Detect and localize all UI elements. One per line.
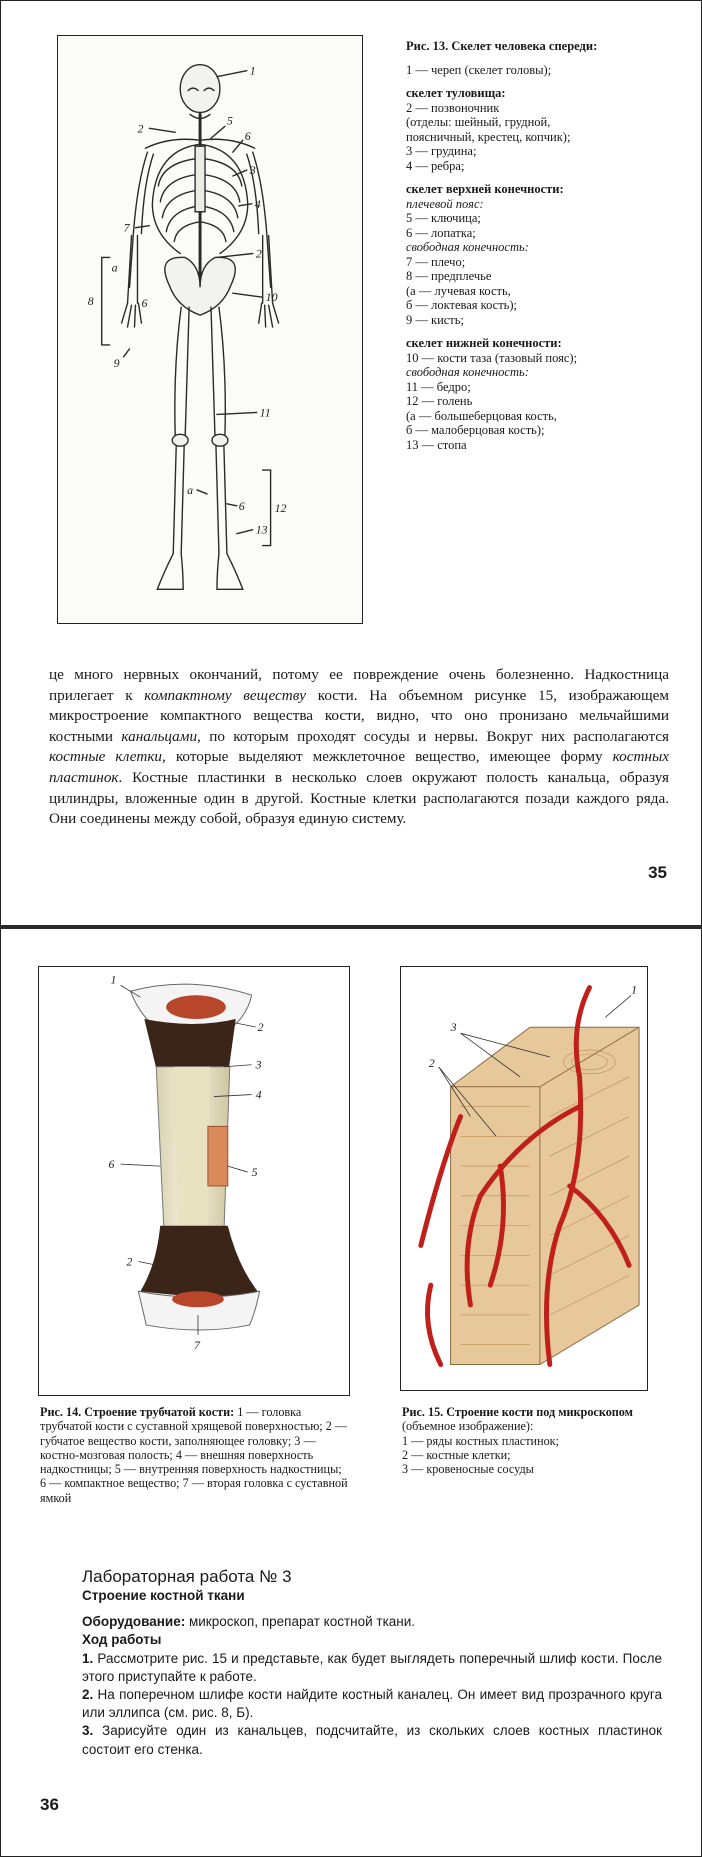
- figure-14-text: 1 — головка трубчатой кости с суставной хрящевой поверхностью; 2 — губчатое вещество кости, заполняющее головку; 3 — костно-мозговая полость; 4 — внешняя поверхность надкостницы; 5 — внутренняя поверхность надкостницы; 6 — компактное вещество; 7 — вторая головка с суставной ямкой: [40, 1405, 348, 1505]
- bone-label-7: 7: [194, 1337, 200, 1352]
- lab-step-number: 1.: [82, 1650, 94, 1666]
- figure-13-legend-line: б — локтевая кость);: [406, 298, 518, 312]
- figure-13-legend-line: плечевой пояс:: [406, 196, 484, 211]
- label-11: 11: [259, 405, 271, 420]
- emphasized-term: костные клетки: [49, 748, 163, 766]
- bone-label-4: 4: [255, 1087, 262, 1102]
- label-5: 5: [226, 113, 233, 128]
- figure-13-legend-line: (отделы: шейный, грудной,: [406, 115, 551, 129]
- tubular-bone-illustration: [39, 967, 349, 1395]
- lab-subtitle: Строение костной ткани: [82, 1588, 245, 1603]
- label-4: 4: [254, 196, 261, 211]
- figure-13-legend-line: 10 — кости таза (тазовый пояс);: [406, 350, 578, 365]
- bone-microscope-figure: [400, 966, 648, 1391]
- figure-13-title: Рис. 13. Скелет человека спереди:: [406, 39, 598, 53]
- label-9: 9: [113, 355, 120, 370]
- figure-13-legend-line: (а — лучевая кость,: [406, 283, 511, 298]
- figure-13-legend-line: 3 — грудина;: [406, 144, 477, 158]
- lab-step-text: Рассмотрите рис. 15 и представьте, как будет выглядеть поперечный шлиф кости. После этого приступайте к работе.: [82, 1650, 662, 1684]
- figure-13-legend-line: (а — большеберцовая кость,: [406, 408, 557, 423]
- bone-microstructure-illustration: [401, 967, 647, 1390]
- figure-15-line: 2 — костные клетки;: [402, 1447, 511, 1462]
- lab-equipment: [82, 1613, 662, 1631]
- micro-label-1: 1: [631, 982, 638, 997]
- figure-13-legend-line: 12 — голень: [406, 394, 473, 408]
- figure-13-legend-line: 5 — ключица;: [406, 211, 481, 225]
- figure-13-legend-line: 6 — лопатка;: [406, 225, 476, 240]
- figure-15-line: 3 — кровеносные сосуды: [402, 1462, 534, 1477]
- figure-13-legend-line: 8 — предплечье: [406, 269, 492, 283]
- lab-step-text: На поперечном шлифе кости найдите костный каналец. Он имеет вид прозрачного круга или эллипса (см. рис. 8, Б).: [82, 1687, 662, 1721]
- bone-label-2b: 2: [126, 1254, 133, 1269]
- label-3: 3: [249, 163, 256, 178]
- lab-step-number: 2.: [82, 1687, 94, 1703]
- lab-step-text: Зарисуйте один из канальцев, подсчитайте, из скольких слоев костных пластинок состоит его стенка.: [82, 1723, 662, 1757]
- lab-step-number: 3.: [82, 1723, 94, 1739]
- tubular-bone-figure: [38, 966, 350, 1396]
- label-6: 6: [244, 129, 251, 144]
- micro-label-3: 3: [450, 1020, 457, 1035]
- figure-13-legend-line: скелет туловища:: [406, 86, 506, 100]
- body-text-run: кости. На объемном рисунке 15, изображающем микростроение компактного вещества кости, видно, что оно пронизано мельчайшими костными: [49, 686, 669, 745]
- figure-13-legend-line: скелет нижней конечности:: [406, 336, 562, 350]
- figure-13-legend-line: 4 — ребра;: [406, 158, 465, 173]
- figure-13-legend-line: б — малоберцовая кость);: [406, 423, 545, 437]
- page-number-36: 36: [40, 1795, 59, 1814]
- figure-13-legend-line: свободная конечность:: [406, 240, 529, 254]
- figure-13-legend-line: поясничный, крестец, копчик);: [406, 129, 571, 144]
- bone-label-1: 1: [110, 972, 117, 987]
- label-2b: 2: [255, 246, 262, 261]
- figure-13-legend-line: 2 — позвоночник: [406, 100, 500, 115]
- label-10: 10: [265, 290, 278, 305]
- page-35: [0, 0, 702, 925]
- skeleton-figure: [57, 35, 363, 624]
- lab-equipment-label: Оборудование:: [82, 1614, 186, 1630]
- figure-13-legend-line: 11 — бедро;: [406, 379, 471, 394]
- emphasized-term: канальцами: [121, 727, 198, 745]
- body-paragraph: [49, 665, 669, 830]
- label-7: 7: [123, 220, 130, 235]
- figure-13-legend: [406, 63, 686, 453]
- body-text-run: , по которым проходят сосуды и нервы. Вокруг них располагаются: [197, 727, 670, 745]
- figure-15-line: 1 — ряды костных пластинок;: [402, 1433, 559, 1448]
- label-8a: a: [111, 260, 118, 275]
- body-text-run: . Костные пластинки в несколько слоев окружают полость канальца, образуя цилиндры, вложенные один в другой. Костные клетки располагаются позади каждого ряда. Они соединены между собой, образуя единую систему.: [49, 768, 669, 828]
- micro-label-2: 2: [428, 1055, 435, 1070]
- figure-15-title: Рис. 15. Строение кости под микроскопом: [402, 1405, 633, 1419]
- label-2: 2: [137, 121, 144, 136]
- lab-step: [82, 1686, 662, 1722]
- label-13: 13: [255, 522, 268, 537]
- label-8: 8: [87, 294, 94, 309]
- figure-14-caption: [40, 1405, 350, 1505]
- figure-13-caption: [406, 39, 686, 452]
- figure-13-legend-line: 1 — череп (скелет головы);: [406, 62, 552, 77]
- figure-15-caption: [402, 1405, 664, 1476]
- figure-13-legend-line: скелет верхней конечности:: [406, 182, 564, 196]
- lab-step: [82, 1650, 662, 1686]
- figure-14-title: Рис. 14. Строение трубчатой кости:: [40, 1405, 235, 1419]
- body-text-run: , которые выделяют межклеточное вещество, имеющее форму: [162, 748, 613, 766]
- label-12a: a: [187, 482, 194, 497]
- skeleton-illustration: [58, 36, 362, 623]
- bone-label-5: 5: [251, 1165, 258, 1180]
- lab-step: [82, 1722, 662, 1758]
- lab-title: Лабораторная работа № 3: [82, 1567, 292, 1586]
- figure-13-legend-line: свободная конечность:: [406, 365, 529, 379]
- figure-13-legend-line: 9 — кисть;: [406, 312, 464, 327]
- body-text: [49, 665, 669, 830]
- figure-15-title-rest: (объемное изображение):: [402, 1419, 534, 1434]
- emphasized-term: костных пластинок: [49, 748, 669, 786]
- label-12b: 6: [238, 498, 245, 513]
- label-8b: 6: [141, 296, 148, 311]
- bone-label-6: 6: [108, 1157, 115, 1172]
- bone-label-3: 3: [255, 1057, 262, 1072]
- body-text-run: це много нервных окончаний, потому ее повреждение очень болезненно. Надкостница прилегает к: [49, 666, 669, 704]
- label-12: 12: [274, 500, 287, 515]
- figure-13-legend-line: 7 — плечо;: [406, 254, 466, 269]
- lab-work: [82, 1566, 662, 1759]
- figure-13-legend-line: 13 — стопа: [406, 437, 467, 452]
- emphasized-term: компактному веществу: [144, 686, 307, 704]
- label-1: 1: [249, 63, 256, 78]
- page-number-35: 35: [648, 863, 667, 882]
- lab-equipment-text: микроскоп, препарат костной ткани.: [185, 1614, 416, 1630]
- lab-steps-heading: Ход работы: [82, 1632, 162, 1648]
- bone-label-2: 2: [257, 1019, 264, 1034]
